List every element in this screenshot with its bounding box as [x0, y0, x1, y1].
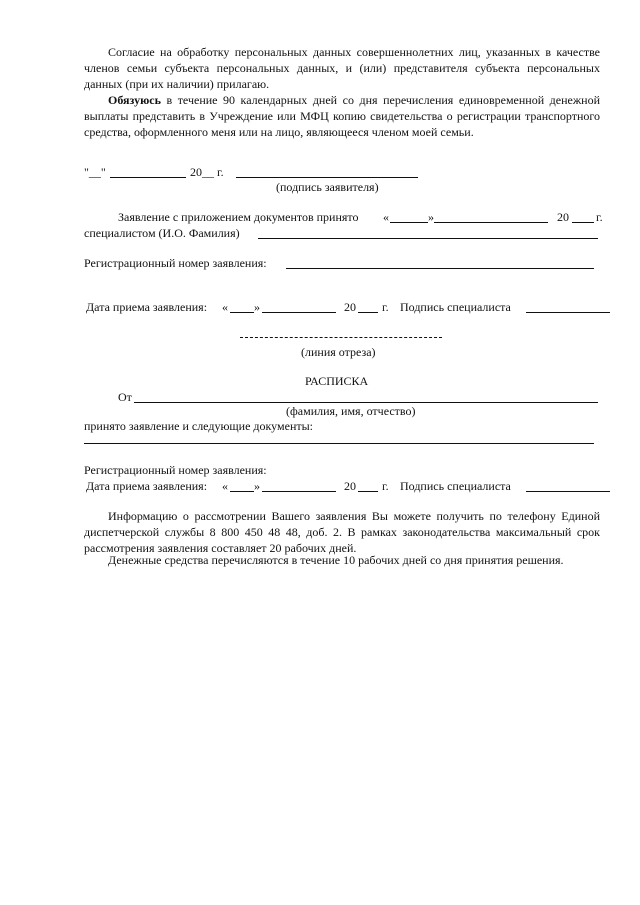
obligation-text: в течение 90 календарных дней со дня перечисления единовременной денежной выплаты представить в Учреждение или МФЦ копию свидетельства о регистрации транспортного средства, оформленного меня или на лицо, являющееся членом моей семьи.	[84, 93, 600, 139]
receipt-date-year-suffix: г.	[382, 300, 389, 314]
cut-line	[240, 337, 442, 338]
specialist-name-line[interactable]	[258, 238, 598, 239]
date-day-quotes: "__"	[84, 165, 106, 179]
cut-line-caption: (линия отреза)	[301, 345, 376, 359]
obligation-paragraph	[84, 92, 600, 140]
acceptance-year-blank[interactable]	[572, 222, 594, 223]
receipt-date-2-year-suffix: г.	[382, 479, 389, 493]
receipt-date-2-year-blank[interactable]	[358, 491, 378, 492]
receipt-date-2-day-blank[interactable]	[230, 491, 254, 492]
fio-caption: (фамилия, имя, отчество)	[286, 404, 416, 418]
receipt-date-2-open-quote: «	[222, 479, 228, 493]
registration-number-label-2: Регистрационный номер заявления:	[84, 463, 267, 477]
receipt-date-2-label: Дата приема заявления:	[86, 479, 208, 493]
funds-paragraph: Денежные средства перечисляются в течение 10 рабочих дней со дня принятия решения.	[108, 553, 564, 567]
receipt-date-month-blank[interactable]	[262, 312, 336, 313]
receipt-date-2-month-blank[interactable]	[262, 491, 336, 492]
acceptance-year-suffix: г.	[596, 210, 603, 224]
info-paragraph: Информацию о рассмотрении Вашего заявления Вы можете получить по телефону Единой диспетчерской службы 8 800 450 48 48, доб. 2. В рамках законодательства максимальный срок рассмотрения заявления составляет 20 рабочих дней.	[84, 509, 600, 555]
acceptance-year: 20	[557, 210, 569, 224]
specialist-signature-label: Подпись специалиста	[400, 300, 511, 314]
receipt-date-2-year: 20	[344, 479, 356, 493]
acceptance-text: Заявление с приложением документов принято	[118, 210, 359, 224]
receipt-date-day-blank[interactable]	[230, 312, 254, 313]
specialist-signature-label-2: Подпись специалиста	[400, 479, 511, 493]
consent-paragraph: Согласие на обработку персональных данных совершеннолетних лиц, указанных в качестве членов семьи субъекта персональных данных, и (или) представителя субъекта персональных данных (при их наличии) прилагаю.	[84, 45, 600, 91]
registration-number-label: Регистрационный номер заявления:	[84, 256, 267, 270]
accepted-docs-line[interactable]	[84, 443, 594, 444]
acceptance-close-quote: »	[428, 210, 434, 224]
applicant-signature-line[interactable]	[236, 177, 418, 178]
applicant-signature-caption: (подпись заявителя)	[276, 180, 379, 194]
acceptance-open-quote: «	[383, 210, 389, 224]
date-year-prefix: 20__ г.	[190, 165, 224, 179]
from-name-line[interactable]	[134, 402, 598, 403]
obligation-bold-word: Обязуюсь	[108, 93, 161, 107]
receipt-date-close-quote: »	[254, 300, 260, 314]
receipt-date-2-close-quote: »	[254, 479, 260, 493]
receipt-date-label: Дата приема заявления:	[86, 300, 208, 314]
specialist-signature-line-2[interactable]	[526, 491, 610, 492]
acceptance-day-blank[interactable]	[390, 222, 428, 223]
from-label: От	[118, 390, 132, 404]
accepted-docs-label: принято заявление и следующие документы:	[84, 419, 314, 433]
receipt-date-year: 20	[344, 300, 356, 314]
receipt-title: РАСПИСКА	[305, 374, 369, 388]
specialist-label: специалистом (И.О. Фамилия)	[84, 226, 240, 240]
acceptance-month-blank[interactable]	[434, 222, 548, 223]
registration-number-line[interactable]	[286, 268, 594, 269]
receipt-date-year-blank[interactable]	[358, 312, 378, 313]
receipt-date-open-quote: «	[222, 300, 228, 314]
specialist-signature-line[interactable]	[526, 312, 610, 313]
date-month-blank[interactable]	[110, 177, 186, 178]
